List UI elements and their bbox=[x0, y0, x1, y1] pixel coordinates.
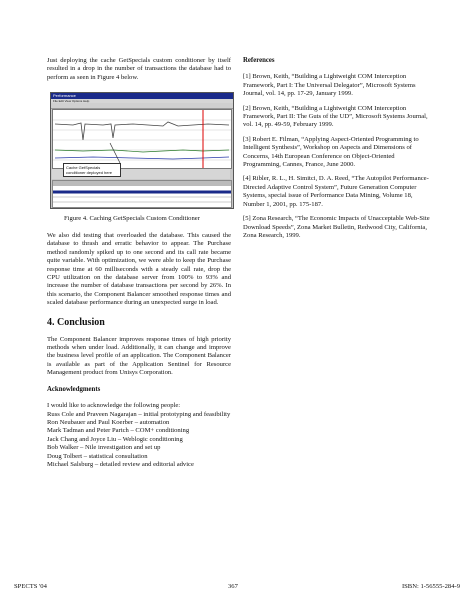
footer-page-number: 367 bbox=[228, 583, 238, 590]
footer-conference: SPECTS '04 bbox=[14, 583, 47, 590]
reference-item: [5] Zona Research, “The Economic Impacts of Unacceptable Web-Site Download Speeds”, Zona Market Bulletin, Redwood City, California, Zona Research, 1999. bbox=[243, 215, 430, 239]
conclusion-heading: 4. Conclusion bbox=[47, 316, 105, 328]
ack-line: Jack Chang and Joyce Liu – Weblogic conditioning bbox=[47, 435, 183, 443]
footer-isbn: ISBN: 1-56555-284-9 bbox=[401, 583, 460, 590]
references-section bbox=[243, 57, 430, 246]
intro-paragraph: Just deploying the cache GetSpecials custom conditioner by itself resulted in a drop in the number of transactions the database had to perform as seen in Figure 4 below. bbox=[47, 57, 231, 81]
ack-line: Russ Cole and Praveen Nagarajan – initial prototyping and feasibility bbox=[47, 410, 231, 418]
ack-line: Doug Tolbert – statistical consultation bbox=[47, 452, 148, 460]
intro-paragraph-block bbox=[47, 57, 231, 82]
reference-item: [1] Brown, Keith, “Building a Lightweight COM Interception Framework, Part I: The Universal Delegator”, Microsoft Systems Journal, vol. 14, pp. 17-29, January 1999. bbox=[243, 73, 416, 98]
acknowledgments-intro: I would like to acknowledge the following people: bbox=[47, 402, 181, 410]
figure-callout: Cache GetSpecials conditioner deployed here bbox=[63, 163, 121, 177]
ack-line: Mark Tadman and Peter Partch – COM+ conditioning bbox=[47, 427, 190, 435]
acknowledgments-list bbox=[47, 411, 231, 470]
figure-caption: Figure 4. Caching GetSpecials Custom Conditioner bbox=[64, 215, 200, 222]
figure-window-title: Performance bbox=[51, 93, 233, 99]
left-body bbox=[47, 232, 231, 469]
callout-pointer bbox=[50, 92, 232, 207]
conclusion-paragraph: The Component Balancer improves response times of high priority methods when under load. Additionally, it can change and improve the business level profile of an application. The Component Balancer is available as part of the Application Sentinel for Resource Management product from Unisys Corporation. bbox=[47, 335, 231, 377]
references-heading: References bbox=[243, 57, 275, 64]
figure-menu-bar: File Edit View Options Help bbox=[51, 99, 233, 103]
reference-item: [3] Robert E. Filman, “Applying Aspect-Oriented Programming to Intelligent Synthesis”, Workshop on Aspects and Dimensions of Concerns, 14th European Conference on Object-Oriented Programming, Cannes, France, June 2000. bbox=[243, 135, 419, 169]
ack-line: Ron Neubauer and Paul Koerber – automation bbox=[47, 418, 170, 426]
acknowledgments-heading: Acknowledgments bbox=[47, 385, 101, 393]
ack-line: Michael Salsburg – detailed review and editorial advice bbox=[47, 460, 194, 468]
body-paragraph-2: We also did testing that overloaded the database. This caused the database to thrash and erratic behavior to appear. The Purchase method randomly spiked up to one second and its call rate became quite variable. With optimization, we were able to keep the Purchase response time at 60 milliseconds with a steady call rate, drop the CPU utilization on the database server from 100% to 93% and increase the number of database transactions per second by 26%. In this scenario, the Component Balancer smoothed response times and scaled database performance during an unexpected surge in load. bbox=[47, 232, 231, 307]
reference-item: [4] Ribler, R. L., H. Simitci, D. A. Reed, “The Autopilot Performance-Directed Adaptive Control System”, Future Generation Computer Systems, special issue of Performance Data Mining, Volume 18, Number 1, 2001, pp. 175-187. bbox=[243, 175, 429, 208]
reference-item: [2] Brown, Keith, “Building a Lightweight COM Interception Framework, Part II: The Guts of the UD”, Microsoft Systems Journal, vol. 14, pp. 49-59, February 1999. bbox=[243, 104, 428, 129]
ack-line: Bob Walker – Nile investigation and set up bbox=[47, 444, 161, 452]
